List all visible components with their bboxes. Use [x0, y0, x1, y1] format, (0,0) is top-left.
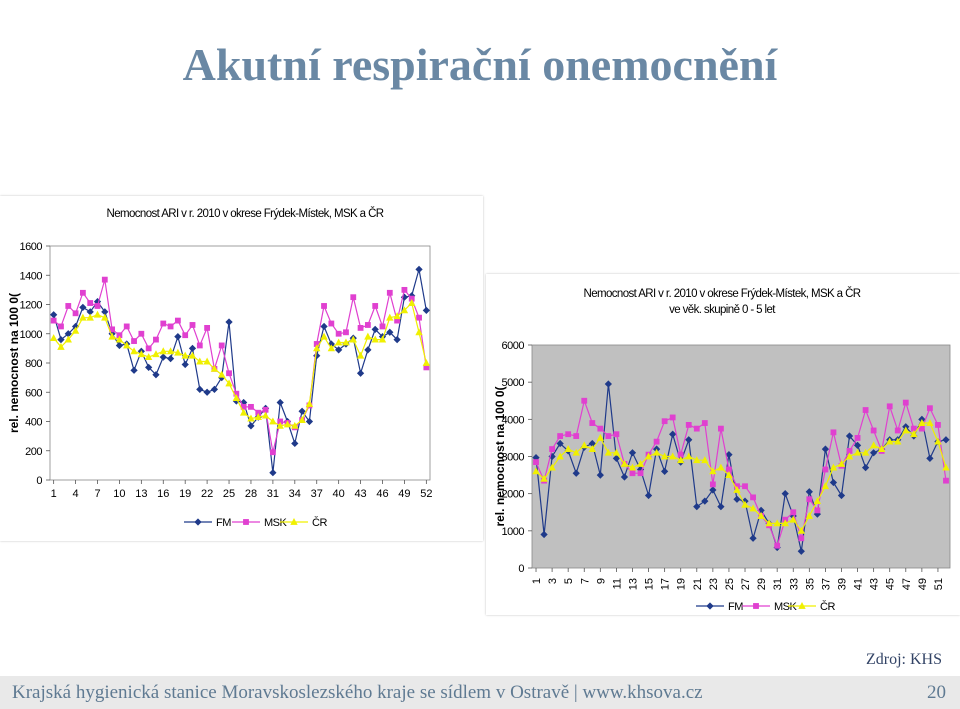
data-point [183, 333, 188, 338]
x-tick-label: 41 [852, 578, 865, 591]
data-point [582, 398, 587, 403]
legend-marker [243, 519, 248, 524]
data-point [146, 346, 151, 351]
legend-label-MSK: MSK [264, 517, 287, 529]
data-point [358, 325, 363, 330]
x-tick-label: 13 [135, 488, 148, 500]
y-tick-label: 0 [518, 563, 524, 575]
x-tick-label: 9 [595, 578, 608, 585]
legend [184, 516, 327, 529]
y-tick-label: 400 [25, 416, 42, 429]
y-tick-label: 1600 [19, 241, 42, 253]
chart-title: Nemocnost ARI v r. 2010 v okrese Frýdek-Místek, MSK a ČR [583, 288, 861, 300]
x-tick-label: 4 [72, 488, 79, 500]
data-point [533, 459, 538, 464]
x-tick-label: 51 [932, 578, 945, 591]
x-tick-label: 21 [691, 578, 704, 591]
y-tick-label: 0 [36, 475, 42, 487]
y-tick-label: 600 [25, 387, 42, 400]
data-point [351, 295, 356, 300]
slide-title: Akutní respirační onemocnění [182, 39, 778, 90]
x-tick-label: 29 [756, 578, 769, 591]
x-tick-label: 27 [740, 578, 753, 591]
x-tick-label: 5 [563, 578, 576, 585]
data-point [590, 420, 595, 425]
x-tick-label: 49 [398, 488, 411, 500]
plot-area [532, 345, 950, 568]
x-tick-label: 46 [376, 488, 389, 500]
legend-marker [753, 603, 758, 608]
x-tick-label: 19 [179, 488, 192, 500]
data-point [630, 471, 635, 476]
data-point [919, 426, 924, 431]
x-tick-label: 7 [94, 488, 101, 500]
x-tick-label: 47 [900, 578, 913, 591]
data-point [161, 321, 166, 326]
data-point [270, 450, 275, 455]
data-point [66, 303, 71, 308]
chart-subtitle: ve věk. skupině 0 - 5 let [669, 304, 775, 316]
data-point [807, 497, 812, 502]
footer-text: Krajská hygienická stanice Moravskoslezského kraje se sídlem v Ostravě | www.khsova.cz [12, 682, 703, 703]
x-tick-label: 52 [420, 488, 433, 500]
data-point [343, 330, 348, 335]
source-note: Zdroj: KHS [866, 651, 942, 668]
x-tick-label: 40 [332, 488, 345, 500]
data-point [895, 428, 900, 433]
data-point [51, 318, 56, 323]
x-tick-label: 34 [288, 488, 301, 500]
x-tick-label: 7 [579, 578, 592, 585]
data-point [321, 303, 326, 308]
data-point [380, 324, 385, 329]
data-point [694, 426, 699, 431]
data-point [799, 536, 804, 541]
chart-all-ages [0, 196, 483, 541]
data-point [903, 400, 908, 405]
data-point [574, 433, 579, 438]
data-point [329, 321, 334, 326]
data-point [686, 422, 691, 427]
data-point [670, 415, 675, 420]
x-tick-label: 1 [531, 578, 544, 585]
data-point [791, 510, 796, 515]
data-point [373, 303, 378, 308]
y-tick-label: 4000 [501, 414, 524, 427]
x-tick-label: 23 [707, 578, 720, 591]
legend [696, 600, 835, 613]
data-point [614, 432, 619, 437]
x-tick-label: 10 [113, 488, 126, 500]
data-point [606, 433, 611, 438]
chart-panel-all-ages [0, 196, 483, 541]
data-point [205, 325, 210, 330]
data-point [175, 318, 180, 323]
page-number: 20 [927, 682, 946, 703]
data-point [943, 478, 948, 483]
data-point [823, 467, 828, 472]
x-tick-label: 17 [659, 578, 672, 591]
data-point [88, 300, 93, 305]
x-tick-label: 19 [675, 578, 688, 591]
data-point [95, 303, 100, 308]
data-point [131, 338, 136, 343]
x-tick-label: 25 [222, 488, 236, 500]
x-tick-label: 22 [200, 488, 214, 500]
data-point [558, 433, 563, 438]
x-tick-label: 15 [643, 578, 656, 591]
data-point [654, 439, 659, 444]
data-point [710, 482, 715, 487]
data-point [226, 371, 231, 376]
x-tick-label: 16 [157, 488, 170, 500]
data-point [887, 404, 892, 409]
data-point [863, 407, 868, 412]
data-point [855, 435, 860, 440]
legend-label-FM: FM [216, 517, 231, 529]
legend-label-ČR: ČR [312, 517, 327, 529]
y-tick-label: 2000 [501, 488, 524, 501]
data-point [190, 322, 195, 327]
y-axis-label: rel. nemocnost na 100 0( [493, 386, 507, 527]
x-tick-label: 1 [50, 488, 57, 500]
data-point [124, 324, 129, 329]
x-tick-label: 25 [723, 578, 736, 591]
data-point [662, 419, 667, 424]
data-point [935, 422, 940, 427]
legend-label-FM: FM [728, 601, 743, 613]
data-point [387, 290, 392, 295]
data-point [927, 406, 932, 411]
y-tick-label: 800 [25, 358, 42, 370]
y-tick-label: 5000 [501, 377, 524, 390]
chart-panel-age-0-5 [486, 274, 960, 615]
data-point [365, 322, 370, 327]
x-tick-label: 11 [611, 578, 624, 590]
chart-age-0-5 [486, 274, 960, 615]
data-point [775, 543, 780, 548]
data-point [598, 426, 603, 431]
x-tick-label: 49 [916, 578, 929, 591]
legend-marker [707, 603, 713, 609]
data-point [102, 277, 107, 282]
data-point [566, 432, 571, 437]
x-tick-label: 3 [547, 578, 560, 585]
footer-bar [0, 676, 960, 709]
data-point [549, 446, 554, 451]
y-tick-label: 3000 [501, 451, 524, 464]
data-point [336, 331, 341, 336]
data-point [248, 404, 253, 409]
x-tick-label: 43 [354, 488, 367, 500]
y-tick-label: 1200 [19, 299, 42, 312]
x-tick-label: 35 [804, 578, 817, 591]
data-point [197, 343, 202, 348]
chart-title: Nemocnost ARI v r. 2010 v okrese Frýdek-Místek, MSK a ČR [106, 208, 384, 220]
y-tick-label: 200 [25, 445, 42, 458]
x-tick-label: 37 [820, 578, 833, 591]
data-point [153, 337, 158, 342]
x-tick-label: 33 [788, 578, 801, 591]
x-tick-label: 13 [627, 578, 640, 591]
data-point [831, 430, 836, 435]
legend-label-MSK: MSK [774, 601, 797, 613]
data-point [58, 324, 63, 329]
data-point [750, 495, 755, 500]
x-tick-label: 39 [836, 578, 849, 591]
y-tick-label: 1400 [19, 270, 42, 283]
y-tick-label: 1000 [501, 525, 524, 538]
data-point [702, 420, 707, 425]
data-point [219, 343, 224, 348]
data-point [742, 484, 747, 489]
y-tick-label: 6000 [501, 340, 524, 352]
data-point [80, 290, 85, 295]
data-point [139, 331, 144, 336]
data-point [871, 428, 876, 433]
legend-marker [195, 519, 201, 525]
data-point [416, 315, 421, 320]
data-point [718, 426, 723, 431]
x-tick-label: 31 [266, 488, 280, 500]
data-point [815, 508, 820, 513]
y-axis-label: rel. nemocnost na 100 0( [7, 292, 21, 434]
x-tick-label: 45 [884, 578, 897, 591]
x-tick-label: 37 [310, 488, 323, 500]
data-point [638, 471, 643, 476]
x-tick-label: 28 [244, 488, 258, 500]
x-tick-label: 43 [868, 578, 881, 591]
y-tick-label: 1000 [19, 328, 42, 341]
data-point [168, 324, 173, 329]
x-tick-label: 31 [772, 578, 785, 591]
legend-label-ČR: ČR [820, 601, 835, 613]
data-point [73, 311, 78, 316]
data-point [402, 287, 407, 292]
